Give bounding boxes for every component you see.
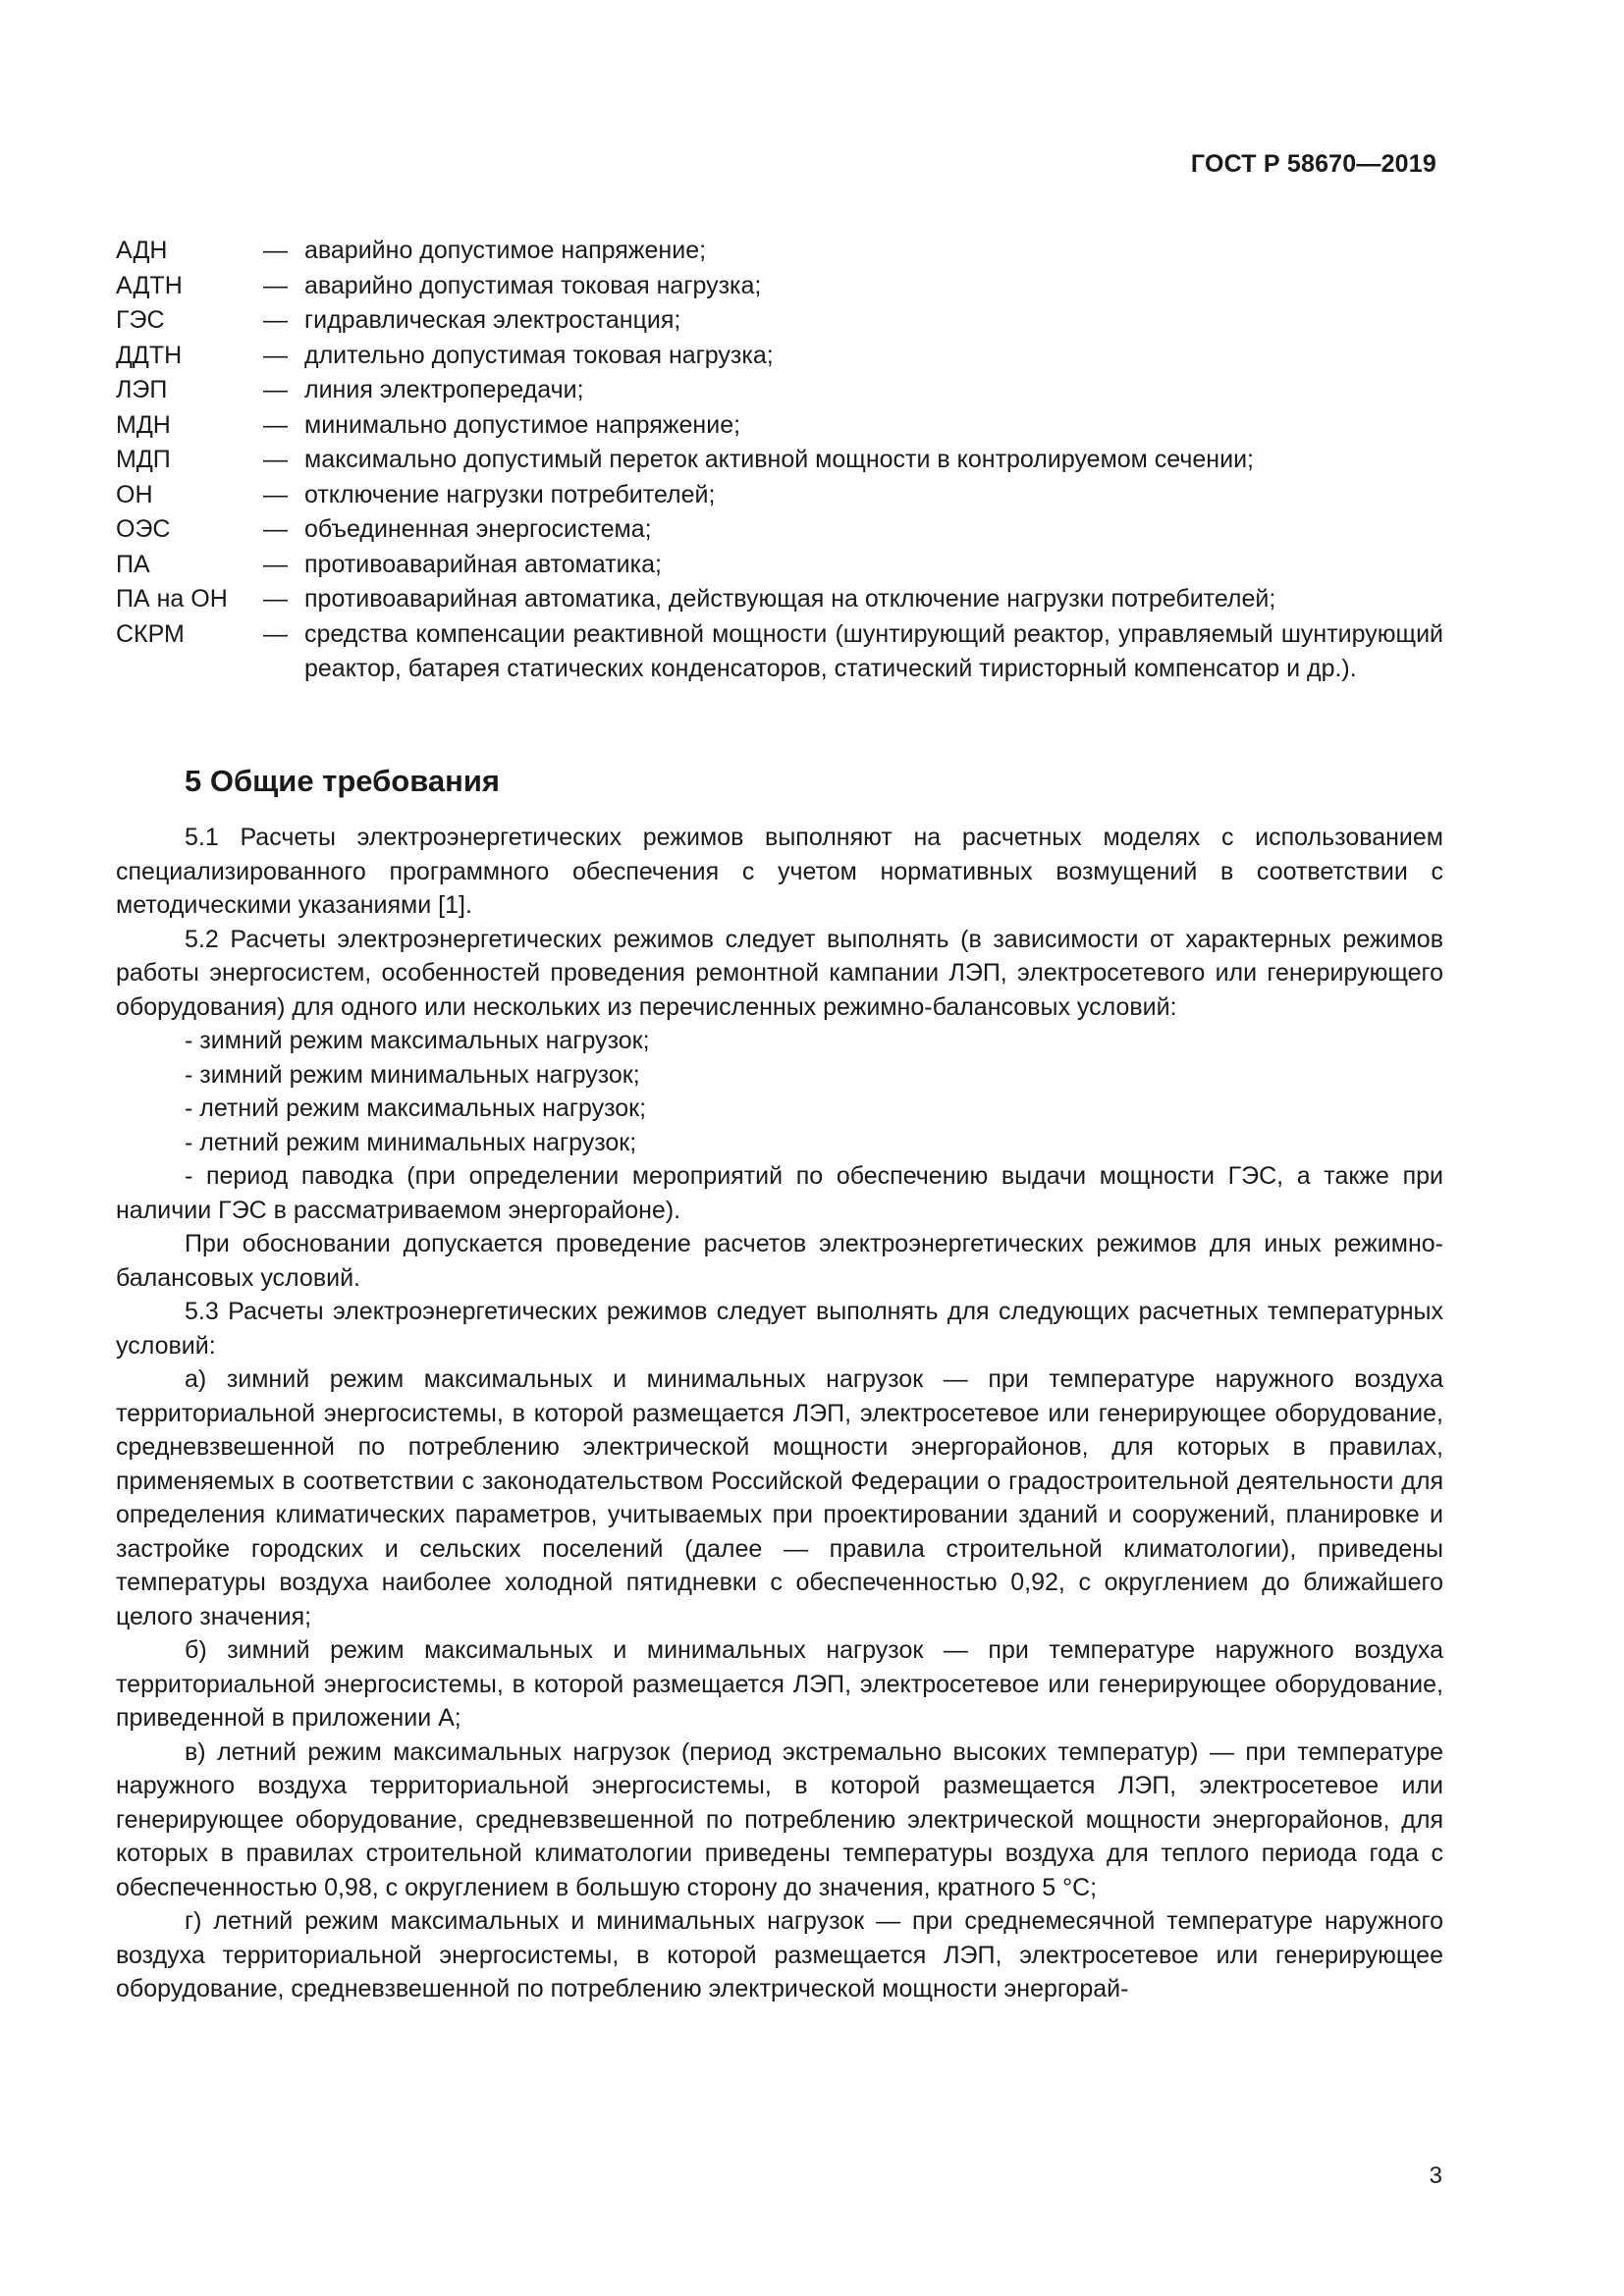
abbreviation-dash: — [263, 619, 288, 648]
paragraph: в) летний режим максимальных нагрузок (период экстремально высоких температур) — при температуре наружного воздуха территориальной энергосистемы, в которой размещается ЛЭП, электросетевое или генерирующее оборудование, средневзвешенной по потреблению электрической мощности энергорайонов, для которых в правилах строительной климатологии приведены температуры воздуха для теплого периода года с обеспеченностью 0,98, с округлением в большую сторону до значения, кратного 5 °С; [116, 1737, 1443, 1901]
abbreviation-row [116, 478, 1443, 513]
paragraph: а) зимний режим максимальных и минимальных нагрузок — при температуре наружного воздуха территориальной энергосистемы, в которой размещается ЛЭП, электросетевое или генерирующее оборудование, средневзвешенной по потреблению электрической мощности энергорайонов, для которых в правилах, применяемых в соответствии с законодательством Российской Федерации о градостроительной деятельности для определения климатических параметров, учитываемых при проектировании зданий и сооружений, планировке и застройке городских и сельских поселений (далее — правила строительной климатологии), приведены температуры воздуха наиболее холодной пятидневки с обеспеченностью 0,92, с округлением до ближайшего целого значения; [116, 1365, 1443, 1630]
abbreviation-row [116, 512, 1443, 548]
abbreviation-term: МДН [116, 410, 171, 439]
abbreviation-definition: максимально допустимый переток активной мощности в контролируемом сечении; [304, 446, 1254, 473]
abbreviation-term: ДДТН [116, 341, 183, 369]
abbreviation-dash: — [263, 446, 288, 473]
paragraph: б) зимний режим максимальных и минимальных нагрузок — при температуре наружного воздуха территориальной энергосистемы, в которой размещается ЛЭП, электросетевое или генерирующее оборудование, приведенной в приложении А; [116, 1636, 1443, 1732]
abbreviation-row [116, 373, 1443, 408]
abbreviation-dash: — [263, 515, 288, 543]
abbreviation-term: СКРМ [116, 619, 185, 648]
abbreviation-dash: — [263, 306, 288, 334]
abbreviation-dash: — [263, 271, 288, 299]
abbreviation-dash: — [263, 585, 288, 613]
paragraph: г) летний режим максимальных и минимальных нагрузок — при среднемесячной температуре наружного воздуха территориальной энергосистемы, в которой размещается ЛЭП, электросетевое или генерирующее оборудование, средневзвешенной по потреблению электрической мощности энергорай- [116, 1907, 1443, 2002]
abbreviation-row [116, 582, 1443, 617]
abbreviation-definition: аварийно допустимое напряжение; [304, 237, 707, 264]
abbreviation-term: ЛЭП [116, 376, 168, 403]
abbreviation-dash: — [263, 376, 288, 403]
abbreviation-definition: линия электропередачи; [304, 376, 584, 403]
abbreviation-definition: противоаварийная автоматика; [304, 550, 662, 578]
abbreviation-row [116, 234, 1443, 269]
abbreviation-list [116, 234, 1443, 687]
abbreviation-dash: — [263, 480, 288, 508]
abbreviation-dash: — [263, 550, 288, 578]
list-item: - летний режим максимальных нагрузок; [185, 1095, 647, 1122]
abbreviation-row [116, 303, 1443, 339]
abbreviation-term: ГЭС [116, 306, 165, 334]
abbreviation-row [116, 408, 1443, 444]
abbreviation-definition: минимально допустимое напряжение; [304, 410, 741, 439]
abbreviation-dash: — [263, 341, 288, 369]
paragraph: При обосновании допускается проведение расчетов электроэнергетических режимов для иных режимно-балансовых условий. [116, 1230, 1443, 1292]
abbreviation-term: ПА [116, 550, 150, 578]
section-body [116, 821, 1443, 2006]
abbreviation-row [116, 617, 1443, 687]
paragraph: 5.1 Расчеты электроэнергетических режимов выполняют на расчетных моделях с использованием специализированного программного обеспечения с учетом нормативных возмущений в соответствии с методическими указаниями [1]. [116, 824, 1443, 919]
abbreviation-definition: объединенная энергосистема; [304, 515, 652, 543]
abbreviation-term: МДП [116, 446, 171, 473]
abbreviation-term: ОЭС [116, 515, 171, 543]
paragraph: 5.2 Расчеты электроэнергетических режимов следует выполнять (в зависимости от характерных режимов работы энергосистем, особенностей проведения ремонтной кампании ЛЭП, электросетевого или генерирующего оборудования) для одного или нескольких из перечисленных режимно-балансовых условий: [116, 925, 1443, 1021]
list-item: - летний режим минимальных нагрузок; [185, 1128, 637, 1156]
abbreviation-definition: отключение нагрузки потребителей; [304, 480, 716, 508]
page-number: 3 [1429, 2163, 1442, 2189]
abbreviation-definition: средства компенсации реактивной мощности (шунтирующий реактор, управляемый шунтирующий реактор, батарея статических конденсаторов, статический тиристорный компенсатор и др.). [304, 619, 1443, 682]
abbreviation-definition: противоаварийная автоматика, действующая на отключение нагрузки потребителей; [304, 585, 1276, 613]
abbreviation-definition: гидравлическая электростанция; [304, 306, 681, 334]
abbreviation-row [116, 339, 1443, 374]
document-code: ГОСТ Р 58670—2019 [1190, 150, 1436, 178]
list-item: - зимний режим минимальных нагрузок; [185, 1060, 640, 1089]
list-item: - зимний режим максимальных нагрузок; [185, 1027, 650, 1054]
abbreviation-row [116, 548, 1443, 583]
abbreviation-term: ОН [116, 480, 153, 508]
abbreviation-term: ПА на ОН [116, 585, 228, 613]
paragraph: 5.3 Расчеты электроэнергетических режимов следует выполнять для следующих расчетных температурных условий: [116, 1298, 1443, 1360]
abbreviation-row [116, 443, 1443, 478]
abbreviation-definition: длительно допустимая токовая нагрузка; [304, 341, 774, 369]
abbreviation-dash: — [263, 237, 288, 264]
abbreviation-dash: — [263, 410, 288, 439]
abbreviation-term: АДТН [116, 271, 183, 299]
abbreviation-row [116, 269, 1443, 304]
abbreviation-term: АДН [116, 237, 168, 264]
abbreviation-definition: аварийно допустимая токовая нагрузка; [304, 271, 762, 299]
list-item: - период паводка (при определении мероприятий по обеспечению выдачи мощности ГЭС, а также при наличии ГЭС в рассматриваемом энергорайоне). [116, 1162, 1443, 1224]
section-heading: 5 Общие требования [185, 764, 500, 798]
